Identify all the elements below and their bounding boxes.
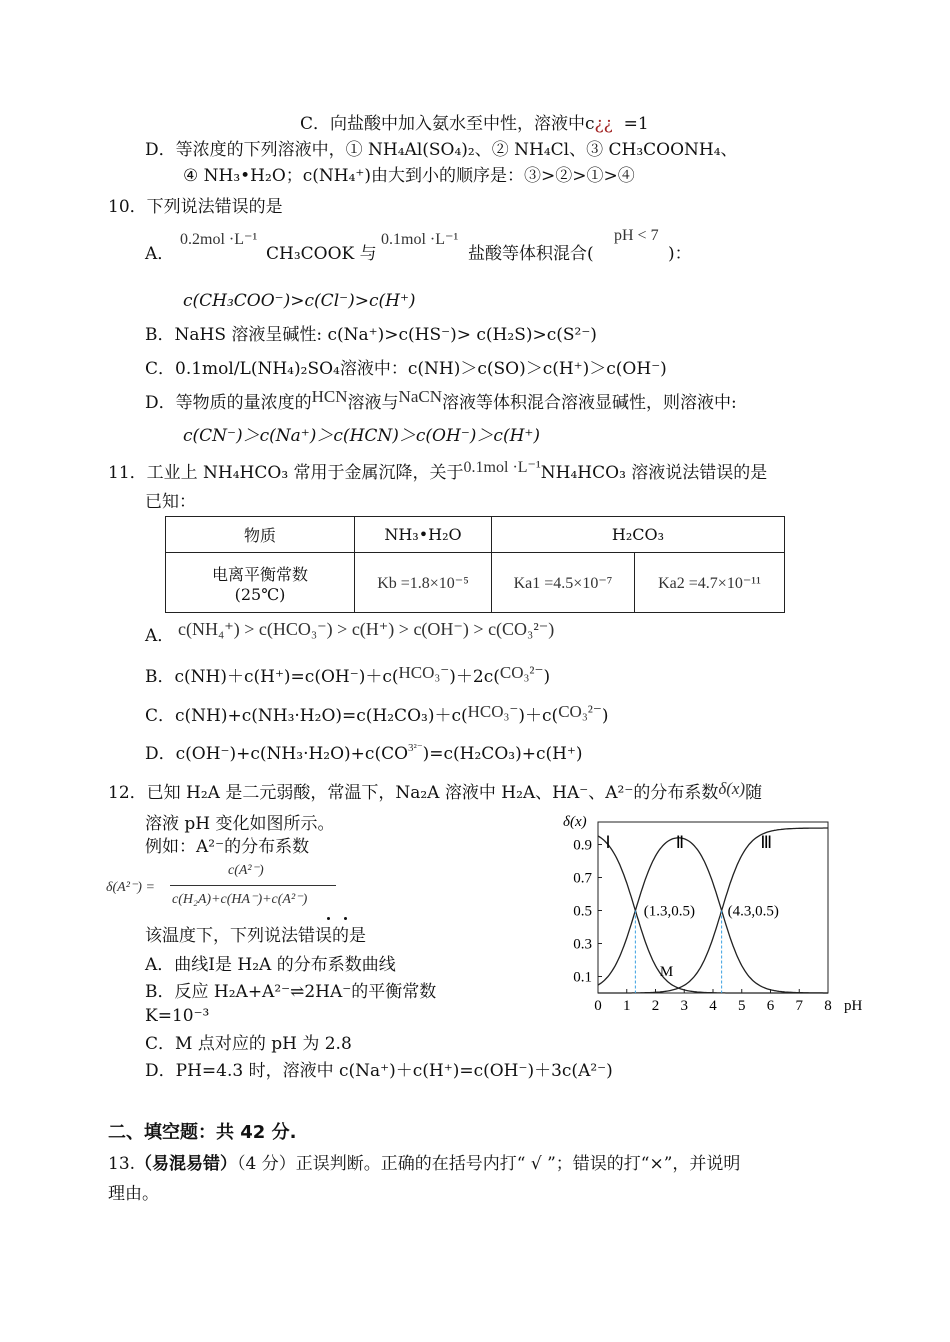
q10-d-line2: c(CN⁻)＞c(Na⁺)＞c(HCN)＞c(OH⁻)＞c(H⁺) — [183, 426, 541, 446]
q12-option-a: A．曲线Ⅰ是 H₂A 的分布系数曲线 — [145, 955, 396, 975]
y-tick-label: 0.3 — [573, 936, 592, 953]
q11-stem: 11．工业上 NH₄HCO₃ 常用于金属沉降，关于0.1mol ·L⁻¹NH₄HCO₃ 溶液说法错误的是 — [108, 459, 768, 483]
q13-tag: （易混易错） — [135, 1154, 238, 1174]
missing-glyph-marker: ¿¿ — [594, 114, 613, 134]
x-tick-label: 8 — [824, 998, 832, 1014]
q10-option-b: B．NaHS 溶液呈碱性: c(Na⁺)>c(HS⁻)> c(H₂S)>c(S²⁻) — [145, 325, 597, 345]
q10-option-a-pre: A． — [145, 244, 175, 264]
chart-frame — [598, 822, 828, 993]
y-tick-label: 0.7 — [573, 870, 592, 887]
q12-stem-line1: 12．已知 H₂A 是二元弱酸，常温下，Na₂A 溶液中 H₂A、HA⁻、A²⁻的分布系数δ(x)随 — [108, 779, 763, 803]
q12-option-b-line1: B．反应 H₂A+A²⁻⇌2HA⁻的平衡常数 — [145, 982, 437, 1002]
q12-formula-denominator: c(H₂A)+c(HA⁻)+c(A²⁻) — [172, 892, 308, 907]
q9-option-c: C．向盐酸中加入氨水至中性，溶液中c¿¿ =1 — [300, 114, 649, 134]
emphasis-dot — [344, 917, 347, 920]
q11-known: 已知： — [145, 492, 196, 512]
x-axis-label: pH — [844, 998, 863, 1014]
table-cell-ka2: Ka2 =4.7×10⁻¹¹ — [635, 553, 785, 613]
q9-option-d-line2: ④ NH₃•H₂O；c(NH₄⁺)由大到小的顺序是：③>②>①>④ — [183, 166, 635, 186]
q10-a-conc2: 0.1mol ·L⁻¹ — [381, 231, 459, 248]
q12-option-d: D．PH=4.3 时，溶液中 c(Na⁺)＋c(H⁺)=c(OH⁻)＋3c(A²⁻) — [145, 1061, 613, 1081]
q12-question: 该温度下，下列说法错误的是 — [145, 926, 366, 946]
q12-formula-fraction-bar — [170, 885, 336, 886]
table-header-substance: 物质 — [166, 517, 355, 553]
q13-line2: 理由。 — [108, 1184, 159, 1204]
q10-stem: 10．下列说法错误的是 — [108, 197, 283, 217]
q10-a-end: )： — [668, 244, 692, 264]
curve-label: Ⅰ — [605, 832, 611, 852]
emphasis-dot — [327, 917, 330, 920]
q10-a-mid2: 盐酸等体积混合( — [468, 244, 594, 264]
q10-a-line2: c(CH₃COO⁻)>c(Cl⁻)>c(H⁺) — [183, 291, 416, 311]
table-header-row — [166, 517, 785, 553]
q11-option-a-pre: A． — [145, 626, 175, 646]
q12-option-c: C．M 点对应的 pH 为 2.8 — [145, 1034, 352, 1054]
x-tick-label: 7 — [795, 998, 803, 1014]
q10-option-d: D．等物质的量浓度的HCN溶液与NaCN溶液等体积混合溶液显碱性，则溶液中: — [145, 387, 737, 413]
table-row — [166, 553, 785, 613]
q13-line1: 13.（易混易错）（4 分）正误判断。正确的在括号内打“ √ ”；错误的打“×”，并说明 — [108, 1154, 741, 1174]
section-title: 二、填空题：共 42 分. — [108, 1122, 297, 1143]
table-cell-kb: Kb =1.8×10⁻⁵ — [355, 553, 492, 613]
curve-label: Ⅱ — [675, 832, 685, 852]
q11-option-d: D．$c(OH^-)+c(NH_3\cdot H_2O)+c(CO^{3^{2-}})=c(H_2CO_3)+c(H^+)$ — [145, 742, 583, 764]
curve-HA- — [598, 838, 828, 993]
point-label: (1.3,0.5) — [643, 903, 695, 920]
table-header-nh3: NH₃•H₂O — [355, 517, 492, 553]
x-tick-label: 1 — [623, 998, 631, 1014]
q11-option-b: B．c(NH)＋c(H⁺)=c(OH⁻)＋c(HCO₃⁻)＋2c(CO₃²⁻) — [145, 663, 551, 687]
y-tick-label: 0.1 — [573, 969, 592, 986]
curve-label: Ⅲ — [760, 832, 773, 852]
q10-a-conc1: 0.2mol ·L⁻¹ — [180, 231, 258, 248]
y-axis-label: δ(x) — [563, 814, 587, 830]
distribution-coefficient-chart — [555, 808, 885, 1020]
x-tick-label: 2 — [651, 998, 660, 1014]
table-header-h2co3: H₂CO₃ — [492, 517, 785, 553]
x-tick-label: 4 — [709, 998, 717, 1014]
y-tick-label: 0.5 — [573, 903, 592, 920]
point-label: (4.3,0.5) — [727, 903, 779, 920]
x-tick-label: 6 — [766, 998, 775, 1014]
q10-a-ph: pH < 7 — [614, 227, 659, 244]
curve-H2A — [598, 836, 828, 993]
point-label-m: M — [659, 964, 674, 981]
x-tick-label: 3 — [680, 998, 688, 1014]
y-tick-label: 0.9 — [573, 837, 592, 854]
q12-formula-lhs: δ(A²⁻) = — [106, 880, 155, 895]
q12-option-b-line2: K=10⁻³ — [145, 1006, 210, 1026]
table-cell-ka1: Ka1 =4.5×10⁻⁷ — [492, 553, 635, 613]
q11-option-c: C．c(NH)+c(NH₃·H₂O)=c(H₂CO₃)＋c(HCO₃⁻)＋c(CO₃²⁻) — [145, 702, 609, 726]
q9-option-d-line1: D．等浓度的下列溶液中，① NH₄Al(SO₄)₂、② NH₄Cl、③ CH₃COONH₄、 — [145, 140, 738, 160]
q12-stem-line2: 溶液 pH 变化如图所示。 — [145, 814, 335, 834]
curve-A2- — [598, 828, 828, 993]
q10-option-c: C．0.1mol/L(NH₄)₂SO₄溶液中：c(NH)＞c(SO)＞c(H⁺)＞c(OH⁻) — [145, 359, 667, 379]
q12-example: 例如：A²⁻的分布系数 — [145, 837, 310, 857]
x-tick-label: 0 — [594, 998, 602, 1014]
q12-formula-numerator: c(A²⁻) — [228, 863, 264, 878]
x-tick-label: 5 — [738, 998, 746, 1014]
q11-option-a-expr: c(NH₄⁺) > c(HCO₃⁻) > c(H⁺) > c(OH⁻) > c(CO₃²⁻) — [178, 619, 555, 639]
q10-a-mid1: CH₃COOK 与 — [266, 244, 377, 264]
table-row-label: 电离平衡常数 (25℃) — [166, 553, 355, 613]
ionization-constant-table — [165, 516, 785, 613]
